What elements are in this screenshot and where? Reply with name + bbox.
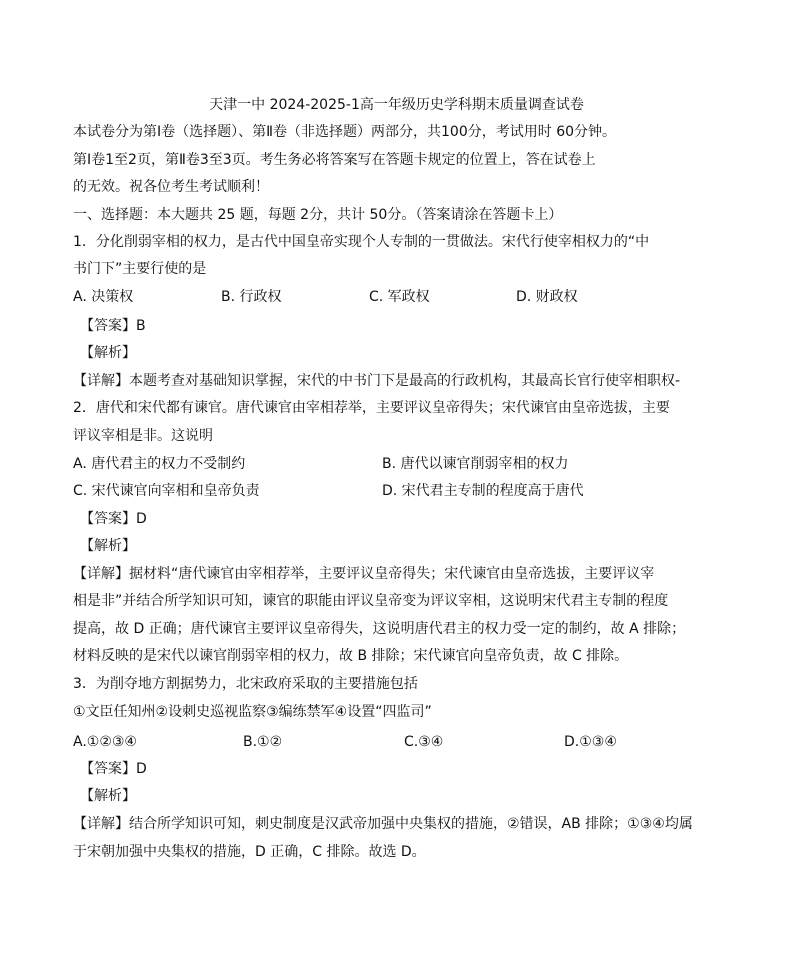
q2-stem-line-1: 2．唐代和宋代都有谏官。唐代谏官由宰相荐举，主要评议皇帝得失；宋代谏官由皇帝选拔，主要	[73, 400, 670, 416]
q3-detail-line-2: 于宋朝加强中央集权的措施，D 正确，C 排除。故选 D。	[73, 844, 426, 860]
q2-option-d: D. 宋代君主专制的程度高于唐代	[382, 483, 584, 499]
q3-stem: 3．为削夺地方割据势力，北宋政府采取的主要措施包括	[73, 676, 418, 692]
q3-option-a: A.①②③④	[73, 734, 137, 750]
q1-detail: 【详解】本题考查对基础知识掌握，宋代的中书门下是最高的行政机构，其最高长官行使宰相职权-	[73, 373, 681, 389]
q2-stem-line-2: 评议宰相是非。这说明	[73, 428, 213, 444]
q2-detail-line-3: 提高，故 D 正确；唐代谏官主要评议皇帝得失，这说明唐代君主的权力受一定的制约，故 A 排除；	[73, 621, 686, 637]
q2-detail-line-1: 【详解】据材料“唐代谏官由宰相荐举，主要评议皇帝得失；宋代谏官由皇帝选拔，主要评议宰	[73, 566, 655, 582]
q1-option-a: A. 决策权	[73, 289, 134, 305]
q2-detail-line-2: 相是非”并结合所学知识可知，谏官的职能由评议皇帝变为评议宰相，这说明宋代君主专制的程度	[73, 593, 669, 609]
q1-analysis: 【解析】	[80, 345, 136, 361]
q3-detail-line-1: 【详解】结合所学知识可知，刺史制度是汉武帝加强中央集权的措施，②错误，AB 排除；①③④均属	[73, 816, 693, 832]
q1-option-b: B. 行政权	[221, 289, 282, 305]
intro-line-1: 本试卷分为第Ⅰ卷（选择题）、第Ⅱ卷（非选择题）两部分，共100分，考试用时 60分钟。	[73, 124, 617, 140]
q3-option-d: D.①③④	[564, 734, 617, 750]
intro-line-2: 第Ⅰ卷1至2页，第Ⅱ卷3至3页。考生务必将答案写在答题卡规定的位置上，答在试卷上	[73, 152, 596, 168]
q2-answer: 【答案】D	[80, 511, 147, 527]
q3-items: ①文臣任知州②设刺史巡视监察③编练禁军④设置“四监司”	[73, 704, 432, 720]
q1-stem-line-2: 书门下”主要行使的是	[73, 261, 207, 277]
q3-option-b: B.①②	[243, 734, 283, 750]
q1-option-c: C. 军政权	[369, 289, 430, 305]
exam-title: 天津一中 2024-2025-1高一年级历史学科期末质量调查试卷	[209, 97, 584, 113]
q2-detail-line-4: 材料反映的是宋代以谏官削弱宰相的权力，故 B 排除；宋代谏官向皇帝负责，故 C 排除。	[73, 648, 629, 664]
q2-option-a: A. 唐代君主的权力不受制约	[73, 456, 246, 472]
q3-option-c: C.③④	[404, 734, 444, 750]
q2-option-c: C. 宋代谏官向宰相和皇帝负责	[73, 483, 260, 499]
q3-analysis: 【解析】	[80, 788, 136, 804]
q3-answer: 【答案】D	[80, 761, 147, 777]
q2-option-b: B. 唐代以谏官削弱宰相的权力	[382, 456, 569, 472]
section-header: 一、选择题：本大题共 25 题，每题 2分，共计 50分。（答案请涂在答题卡上）	[73, 207, 563, 223]
q1-answer: 【答案】B	[80, 318, 146, 334]
q1-option-d: D. 财政权	[516, 289, 578, 305]
q1-stem-line-1: 1．分化削弱宰相的权力，是古代中国皇帝实现个人专制的一贯做法。宋代行使宰相权力的“中	[73, 234, 650, 250]
q2-analysis: 【解析】	[80, 538, 136, 554]
intro-line-3: 的无效。祝各位考生考试顺利！	[73, 179, 269, 195]
